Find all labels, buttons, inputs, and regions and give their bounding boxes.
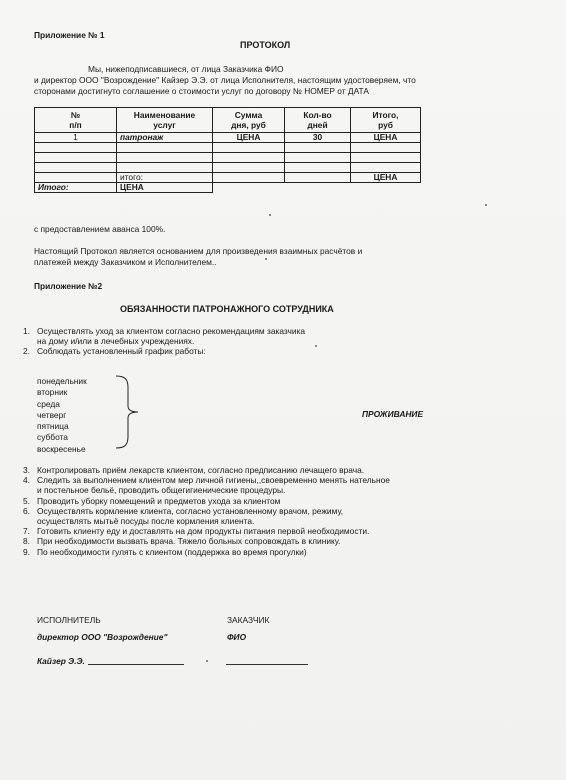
scan-speck (265, 258, 267, 260)
list-item-number: 9. (23, 546, 30, 557)
header-daily-sum: Сумма дня, руб (213, 108, 285, 133)
schedule-day: вторник (37, 387, 68, 398)
brace-icon (114, 374, 150, 450)
schedule-day: воскресенье (37, 443, 86, 454)
executor-name: Кайзер Э.Э. (37, 656, 85, 666)
list-item-number: 2. (23, 346, 30, 357)
customer-signature-line (226, 664, 308, 665)
list-item (23, 336, 305, 346)
schedule-day: суббота (37, 432, 68, 443)
executor-org: директор ООО "Возрождение" (37, 632, 168, 642)
duties-list-b (23, 465, 390, 557)
intro-line-2: и директор ООО "Возрождение" Кайзер Э.Э. от лица Исполнителя, настоящим удостоверяем, что (34, 75, 416, 85)
total-row: Итого: ЦЕНА (35, 183, 421, 193)
residence-label: ПРОЖИВАНИЕ (362, 409, 424, 419)
list-item-text: Соблюдать установленный график работы: (37, 346, 206, 357)
scan-speck (315, 345, 317, 347)
list-item-text: осуществлять мытьё посуды после кормления клиента. (37, 516, 255, 527)
schedule-day: понедельник (37, 376, 87, 386)
list-item (23, 506, 390, 516)
table-row (35, 163, 421, 173)
list-item (23, 465, 390, 475)
list-item (23, 346, 305, 356)
schedule-day: пятница (37, 421, 69, 432)
schedule-day: четверг (37, 409, 67, 420)
list-item-text: и постельное бельё, проводить общегигиенические процедуры. (37, 485, 286, 496)
scan-speck (485, 204, 487, 206)
customer-label: ЗАКАЗЧИК (227, 615, 270, 625)
advance-text: с предоставлением аванса 100%. (34, 224, 166, 234)
list-item-number: 1. (23, 326, 30, 336)
intro-line-1: Мы, нижеподписавшиеся, от лица Заказчика ФИО (88, 64, 284, 74)
document-title: ПРОТОКОЛ (240, 40, 291, 50)
scan-speck (269, 214, 271, 216)
basis-line-2: платежей между Заказчиком и Исполнителем.. (34, 257, 217, 267)
basis-line-1: Настоящий Протокол является основанием для произведения взаимных расчётов и (34, 246, 363, 256)
scan-speck (206, 660, 208, 662)
list-item (23, 326, 305, 336)
list-item-number: 7. (23, 526, 30, 537)
duties-list-a (23, 326, 305, 357)
list-item-text: Следить за выполнением клиентом мер личной гигиены,,своевременно менять нательное (37, 475, 390, 486)
table-row: 1 патронаж ЦЕНА 30 ЦЕНА (35, 133, 421, 143)
list-item-text: При необходимости вызвать врача. Тяжело больных сопровождать в клинику. (37, 536, 341, 547)
list-item-text: Готовить клиенту еду и доставлять на дом продукты питания первой необходимости. (37, 526, 370, 537)
appendix-2-heading: Приложение №2 (34, 281, 103, 291)
schedule-day: среда (37, 398, 60, 409)
list-item-number: 5. (23, 495, 30, 506)
customer-name: ФИО (227, 632, 247, 642)
list-item (23, 475, 390, 485)
list-item-text: Контролировать приём лекарств клиентом, согласно предписанию лечащего врача. (37, 465, 365, 475)
list-item-text: По необходимости гулять с клиентом (поддержка во время прогулки) (37, 546, 307, 557)
table-row (35, 143, 421, 153)
list-item-text: Осуществлять кормление клиента, согласно установленному врачом, режиму, (37, 505, 344, 516)
header-number: № п/п (35, 108, 117, 133)
duties-title: ОБЯЗАННОСТИ ПАТРОНАЖНОГО СОТРУДНИКА (120, 304, 334, 314)
header-total: Итого, руб (351, 108, 421, 133)
list-item-number: 6. (23, 505, 30, 516)
list-item (23, 516, 390, 526)
list-item-number: 4. (23, 475, 30, 486)
list-item-text: Проводить уборку помещений и предметов ухода за клиентом (37, 495, 281, 506)
table-header-row (35, 108, 421, 133)
schedule-days (37, 376, 87, 455)
list-item (23, 485, 390, 495)
header-service: Наименование услуг (117, 108, 213, 133)
list-item (23, 536, 390, 546)
list-item-number: 8. (23, 536, 30, 547)
executor-signature-line (88, 664, 184, 665)
intro-line-3: сторонами достигнуто соглашение о стоимости услуг по договору № НОМЕР от ДАТА (34, 86, 369, 96)
list-item-number: 3. (23, 465, 30, 475)
list-item (23, 526, 390, 536)
list-item (23, 496, 390, 506)
header-days: Кол-во дней (285, 108, 351, 133)
appendix-1-heading: Приложение № 1 (34, 30, 105, 40)
list-item-text: на дому и/или в лечебных учреждениях. (37, 336, 195, 347)
executor-label: ИСПОЛНИТЕЛЬ (37, 615, 101, 625)
subtotal-row: итого: ЦЕНА (35, 173, 421, 183)
table-row (35, 153, 421, 163)
list-item-text: Осуществлять уход за клиентом согласно рекомендациям заказчика (37, 326, 306, 336)
price-table (34, 107, 421, 193)
list-item (23, 547, 390, 557)
